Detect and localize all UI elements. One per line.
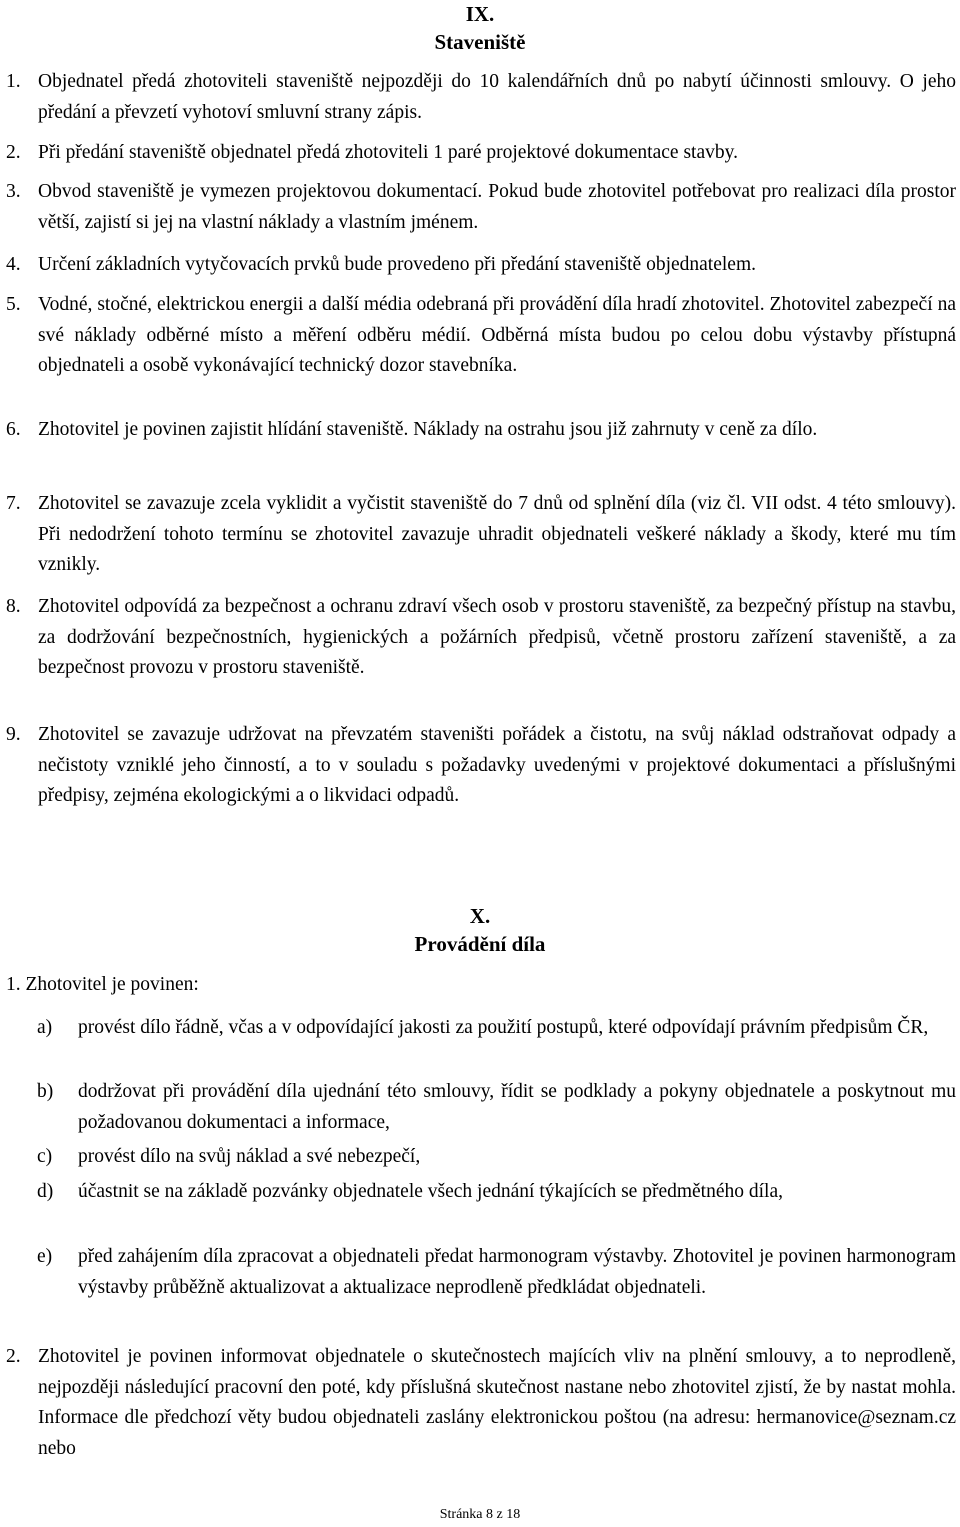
item-text: Obvod staveniště je vymezen projektovou dokumentací. Pokud bude zhotovitel potřebovat pro realizaci díla prostor větší, zajistí si jej na vlastní náklady a vlastním jménem. — [38, 181, 956, 233]
item-text: Vodné, stočné, elektrickou energii a další média odebraná při provádění díla hradí zhotovitel. Zhotovitel zabezpečí na své náklady odběrné místo a měření odběru médií. Odběrná místa budou po celou dobu výstavby přístupná objednateli a osobě vykonávající technický dozor stavebníka. — [38, 294, 956, 377]
item-number: 2. — [6, 1346, 21, 1367]
item-text: Zhotovitel se zavazuje udržovat na převzatém staveništi pořádek a čistotu, na svůj náklad odstraňovat odpady a nečistoty vzniklé jeho činností, a to v souladu s požadavky uvedenými v projektové dokumentaci a příslušnými předpisy, zejména ekologickými a o likvidaci odpadů. — [38, 724, 956, 807]
item-text: Určení základních vytyčovacích prvků bude provedeno při předání staveniště objednatelem. — [38, 254, 756, 275]
item-number: 9. — [6, 724, 21, 745]
item-number: 2. — [6, 142, 21, 163]
subitem-text: před zahájením díla zpracovat a objednateli předat harmonogram výstavby. Zhotovitel je povinen harmonogram výstavby průběžně aktualizovat a aktualizace neprodleně předkládat objednateli. — [78, 1246, 956, 1298]
subitem-text: provést dílo řádně, včas a v odpovídající jakosti za použití postupů, které odpovídají právním předpisům ČR, — [78, 1017, 929, 1038]
subitem-text: účastnit se na základě pozvánky objednatele všech jednání týkajících se předmětného díla, — [78, 1181, 783, 1202]
item-number: 7. — [6, 493, 21, 514]
subitem-text: provést dílo na svůj náklad a své nebezpečí, — [78, 1146, 421, 1167]
subitem-letter: c) — [37, 1146, 53, 1167]
item-text: Zhotovitel odpovídá za bezpečnost a ochranu zdraví všech osob v prostoru staveniště, za bezpečný přístup na stavbu, za dodržování bezpečnostních, hygienických a požárních předpisů, včetně prostoru zařízení staveniště, a za bezpečnost provozu v prostoru staveniště. — [38, 596, 956, 679]
page-number-footer: Stránka 8 z 18 — [439, 1507, 521, 1522]
item-number: 1. — [6, 71, 21, 92]
subitem-letter: e) — [37, 1246, 53, 1267]
item-number: 5. — [6, 294, 21, 315]
section-10-item-1-lead: 1. Zhotovitel je povinen: — [6, 974, 199, 995]
item-text: Zhotovitel je povinen informovat objednatele o skutečnostech majících vliv na plnění smlouvy, a to neprodleně, nejpozději následující pracovní den poté, kdy příslušná skutečnost nastane nebo zhotovitel zjistí, že by nastat mohla. Informace dle předchozí věty budou objednateli zaslány elektronickou poštou (na adresu: hermanovice@seznam.cz nebo — [38, 1346, 956, 1459]
item-text: Při předání staveniště objednatel předá zhotoviteli 1 paré projektové dokumentace stavby. — [38, 142, 738, 163]
item-number: 3. — [6, 181, 21, 202]
item-number: 4. — [6, 254, 21, 275]
section-9-title: Staveniště — [434, 30, 526, 54]
item-number: 6. — [6, 419, 21, 440]
item-text: Objednatel předá zhotoviteli staveniště nejpozději do 10 kalendářních dnů po nabytí účinnosti smlouvy. O jeho předání a převzetí vyhotoví smluvní strany zápis. — [38, 71, 956, 123]
item-text: Zhotovitel se zavazuje zcela vyklidit a vyčistit staveniště do 7 dnů od splnění díla (viz čl. VII odst. 4 této smlouvy). Při nedodržení tohoto termínu se zhotovitel zavazuje uhradit objednateli veškeré náklady a škody, které mu tím vznikly. — [38, 493, 956, 576]
section-10-title: Provádění díla — [414, 932, 546, 956]
section-10-number: X. — [469, 904, 491, 928]
subitem-text: dodržovat při provádění díla ujednání této smlouvy, řídit se podklady a pokyny objednatele a poskytnout mu požadovanou dokumentaci a informace, — [78, 1081, 956, 1133]
subitem-letter: a) — [37, 1017, 53, 1038]
item-text: Zhotovitel je povinen zajistit hlídání staveniště. Náklady na ostrahu jsou již zahrnuty v ceně za dílo. — [38, 419, 818, 440]
subitem-letter: b) — [37, 1081, 54, 1102]
subitem-letter: d) — [37, 1181, 54, 1202]
item-number: 8. — [6, 596, 21, 617]
section-9-number: IX. — [465, 2, 495, 26]
